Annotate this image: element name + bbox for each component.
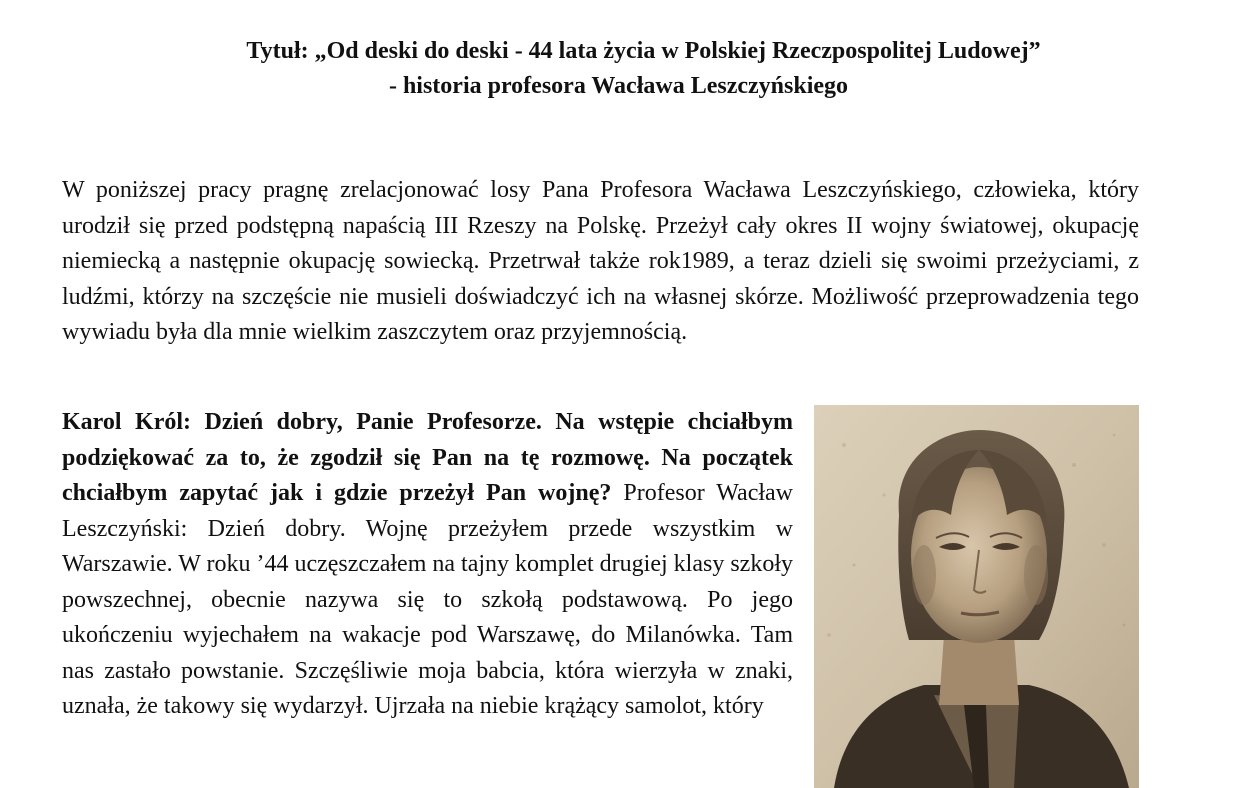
- title-line-1: Tytuł: „Od deski do deski - 44 lata życia w Polskiej Rzeczpospolitej Ludowej”: [246, 38, 1041, 64]
- interview-answer: Profesor Wacław Leszczyński: Dzień dobry. Wojnę przeżyłem przede wszystkim w Warszawie. W roku ’44 uczęszczałem na tajny komplet drugiej klasy szkoły powszechnej, obecnie nazywa się to szkołą podstawową. Po jego ukończeniu wyjechałem na wakacje pod Warszawę, do Milanówka. Tam nas zastało powstanie. Szczęśliwie moja babcia, która wierzyła w znaki, uznała, że takowy się wydarzył. Ujrzała na niebie krążący samolot, który: [62, 480, 793, 719]
- interview-question: Karol Król: Dzień dobry, Panie Profesorze. Na wstępie chciałbym podziękować za to, że zgodził się Pan na tę rozmowę. Na początek chciałbym zapytać jak i gdzie przeżył Pan wojnę?: [62, 409, 793, 506]
- portrait-photo: [814, 405, 1139, 788]
- title-line-2: - historia profesora Wacława Leszczyńskiego: [388, 73, 849, 99]
- portrait-photo-image: [814, 405, 1139, 788]
- intro-paragraph: W poniższej pracy pragnę zrelacjonować losy Pana Profesora Wacława Leszczyńskiego, człowieka, który urodził się przed podstępną napaścią III Rzeszy na Polskę. Przeżył cały okres II wojny światowej, okupację niemiecką a następnie okupację sowiecką. Przetrwał także rok1989, a teraz dzieli się swoimi przeżyciami, z ludźmi, którzy na szczęście nie musieli doświadczyć ich na własnej skórze. Możliwość przeprowadzenia tego wywiadu była dla mnie wielkim zaszczytem oraz przyjemnością.: [62, 177, 1139, 345]
- interview-paragraph: [62, 405, 793, 725]
- document-title: [0, 34, 1237, 104]
